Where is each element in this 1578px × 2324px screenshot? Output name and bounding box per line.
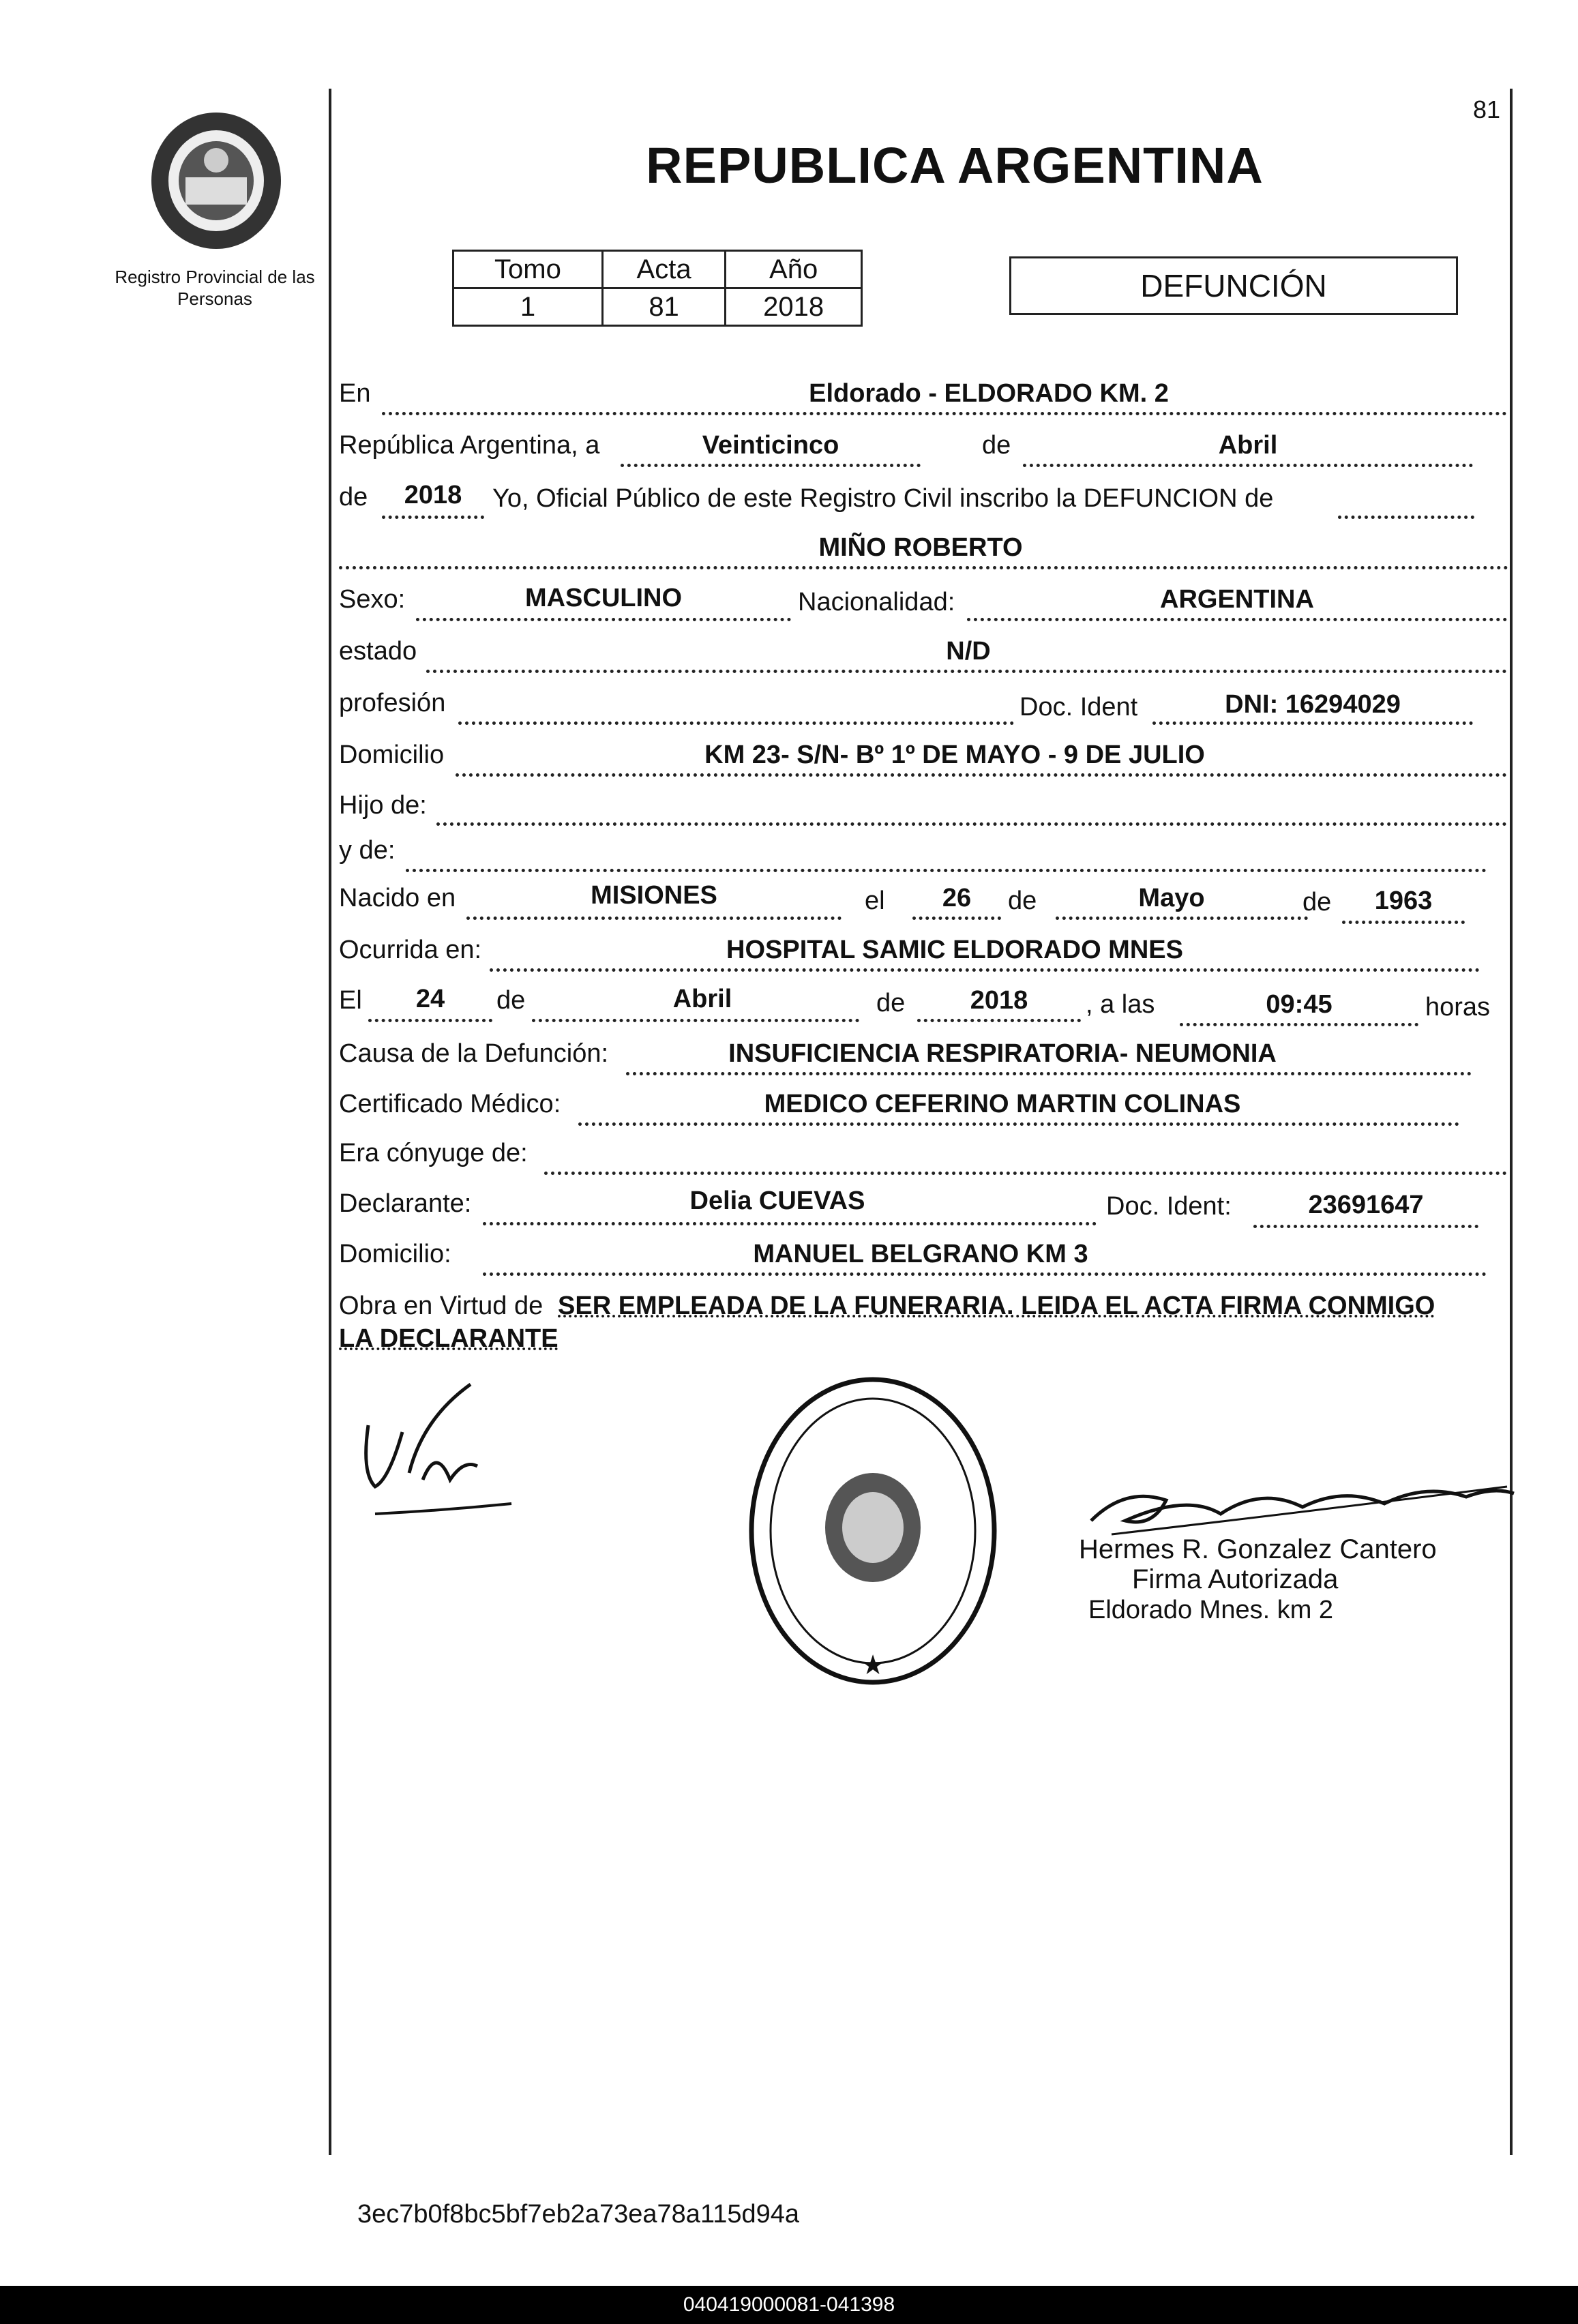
declarante-value: Delia CUEVAS: [689, 1187, 865, 1215]
conyuge-label: Era cónyuge de:: [339, 1139, 528, 1167]
record-table: [452, 250, 863, 327]
mes-dots: [1023, 464, 1473, 467]
ocurrida-value: HOSPITAL SAMIC ELDORADO MNES: [726, 936, 1183, 964]
yde-label: y de:: [339, 836, 396, 865]
document-title: REPUBLICA ARGENTINA: [646, 137, 1264, 194]
nac-mes-value: Mayo: [1138, 884, 1205, 912]
sexo-dots: [416, 618, 791, 621]
inscribo-text: Yo, Oficial Público de este Registro Civil inscribo la DEFUNCION de: [492, 484, 1274, 513]
province-logo: [145, 102, 288, 252]
domicilio2-value: MANUEL BELGRANO KM 3: [753, 1240, 1088, 1268]
estado-label: estado: [339, 637, 417, 666]
republica-label: República Argentina, a: [339, 431, 600, 460]
signer-place: Eldorado Mnes. km 2: [1088, 1596, 1334, 1624]
el2-label: El: [339, 986, 362, 1015]
nacionalidad-dots: [967, 618, 1507, 621]
profesion-dots: [458, 721, 1014, 725]
nac-dia-value: 26: [942, 884, 972, 912]
en-value: Eldorado - ELDORADO KM. 2: [809, 379, 1169, 408]
signer-role: Firma Autorizada: [1132, 1564, 1339, 1594]
ocurrida-label: Ocurrida en:: [339, 936, 482, 964]
domicilio-value: KM 23- S/N- Bº 1º DE MAYO - 9 DE JULIO: [704, 741, 1205, 769]
def-anio-value: 2018: [970, 986, 1028, 1015]
domicilio2-dots: [483, 1272, 1487, 1276]
barcode-bar: 040419000081-041398: [0, 2286, 1578, 2324]
hora-value: 09:45: [1266, 990, 1333, 1019]
obra-label: Obra en Virtud de: [339, 1292, 544, 1320]
doc2-dots: [1253, 1225, 1478, 1228]
sexo-label: Sexo:: [339, 585, 406, 614]
ocurrida-dots: [490, 968, 1480, 972]
hijo-dots: [436, 822, 1507, 826]
estado-dots: [426, 670, 1507, 673]
signer-name: Hermes R. Gonzalez Cantero: [1079, 1534, 1437, 1564]
left-margin-line: [329, 89, 331, 2155]
en-dots: [382, 412, 1507, 415]
causa-value: INSUFICIENCIA RESPIRATORIA- NEUMONIA: [728, 1039, 1277, 1068]
doc-value: DNI: 16294029: [1225, 690, 1401, 719]
nombre-dots: [339, 566, 1508, 569]
el-label: el: [865, 887, 885, 915]
acta-header: Acta: [602, 251, 725, 288]
doc2-value: 23691647: [1308, 1191, 1424, 1219]
sexo-value: MASCULINO: [524, 584, 683, 612]
doc-label: Doc. Ident: [1019, 693, 1138, 721]
def-dia-value: 24: [415, 985, 445, 1013]
nac-de2-label: de: [1302, 888, 1332, 917]
def-de2-label: de: [876, 989, 906, 1017]
domicilio-dots: [456, 773, 1507, 777]
doc2-label: Doc. Ident:: [1106, 1192, 1232, 1221]
nac-anio-dots: [1342, 921, 1465, 924]
yde-dots: [406, 869, 1487, 872]
hijo-label: Hijo de:: [339, 791, 427, 820]
horas-label: horas: [1425, 993, 1491, 1022]
hora-dots: [1180, 1023, 1418, 1026]
domicilio-label: Domicilio: [339, 741, 445, 769]
right-margin-line: [1510, 89, 1513, 2155]
def-mes-dots: [532, 1019, 859, 1022]
causa-dots: [626, 1072, 1472, 1075]
nacido-label: Nacido en: [339, 884, 456, 912]
doc-dots: [1152, 721, 1473, 725]
domicilio2-label: Domicilio:: [339, 1240, 451, 1268]
nac-mes-dots: [1056, 917, 1308, 920]
nacido-dots: [466, 917, 842, 920]
de2-label: de: [339, 483, 368, 511]
declarante-label: Declarante:: [339, 1189, 472, 1218]
registry-label: Registro Provincial de las Personas: [115, 267, 315, 309]
declarant-signature: [348, 1377, 525, 1528]
profesion-label: profesión: [339, 689, 446, 717]
nombre-value: MIÑO ROBERTO: [818, 533, 1023, 562]
def-anio-dots: [917, 1019, 1081, 1022]
tomo-header: Tomo: [453, 251, 603, 288]
def-dia-dots: [368, 1019, 492, 1022]
certificado-dots: [578, 1122, 1459, 1126]
declarante-dots: [483, 1222, 1097, 1225]
anio-value: 2018: [726, 288, 862, 326]
obra-value-line1: SER EMPLEADA DE LA FUNERARIA. LEIDA EL ACTA FIRMA CONMIGO: [558, 1292, 1435, 1320]
inscribo-dots: [1338, 516, 1474, 519]
certificado-value: MEDICO CEFERINO MARTIN COLINAS: [764, 1090, 1241, 1118]
document-hash: 3ec7b0f8bc5bf7eb2a73ea78a115d94a: [357, 2200, 800, 2229]
svg-text:★: ★: [861, 1650, 885, 1680]
page-number: 81: [1473, 95, 1501, 123]
anio-value: 2018: [404, 481, 462, 509]
nac-anio-value: 1963: [1374, 887, 1433, 915]
obra-value-line2: LA DECLARANTE: [339, 1324, 559, 1353]
en-label: En: [339, 379, 371, 408]
dia-value: Veinticinco: [702, 431, 839, 460]
acta-value: 81: [602, 288, 725, 326]
nac-de-label: de: [1008, 887, 1037, 915]
nacido-value: MISIONES: [591, 881, 717, 910]
causa-label: Causa de la Defunción:: [339, 1039, 609, 1068]
de1-label: de: [982, 431, 1011, 460]
official-seal: [743, 1371, 1002, 1691]
alas-label: , a las: [1086, 990, 1155, 1019]
estado-value: N/D: [946, 637, 991, 666]
record-type-box: DEFUNCIÓN: [1009, 256, 1458, 315]
conyuge-dots: [544, 1172, 1507, 1175]
certificado-label: Certificado Médico:: [339, 1090, 561, 1118]
def-mes-value: Abril: [672, 985, 732, 1013]
tomo-value: 1: [453, 288, 603, 326]
anio-header: Año: [726, 251, 862, 288]
nacionalidad-label: Nacionalidad:: [798, 588, 955, 616]
dia-dots: [621, 464, 921, 467]
def-de-label: de: [496, 986, 526, 1015]
anio-dots: [382, 516, 484, 519]
mes-value: Abril: [1218, 431, 1278, 460]
nac-dia-dots: [912, 917, 1001, 920]
nacionalidad-value: ARGENTINA: [1160, 585, 1314, 614]
